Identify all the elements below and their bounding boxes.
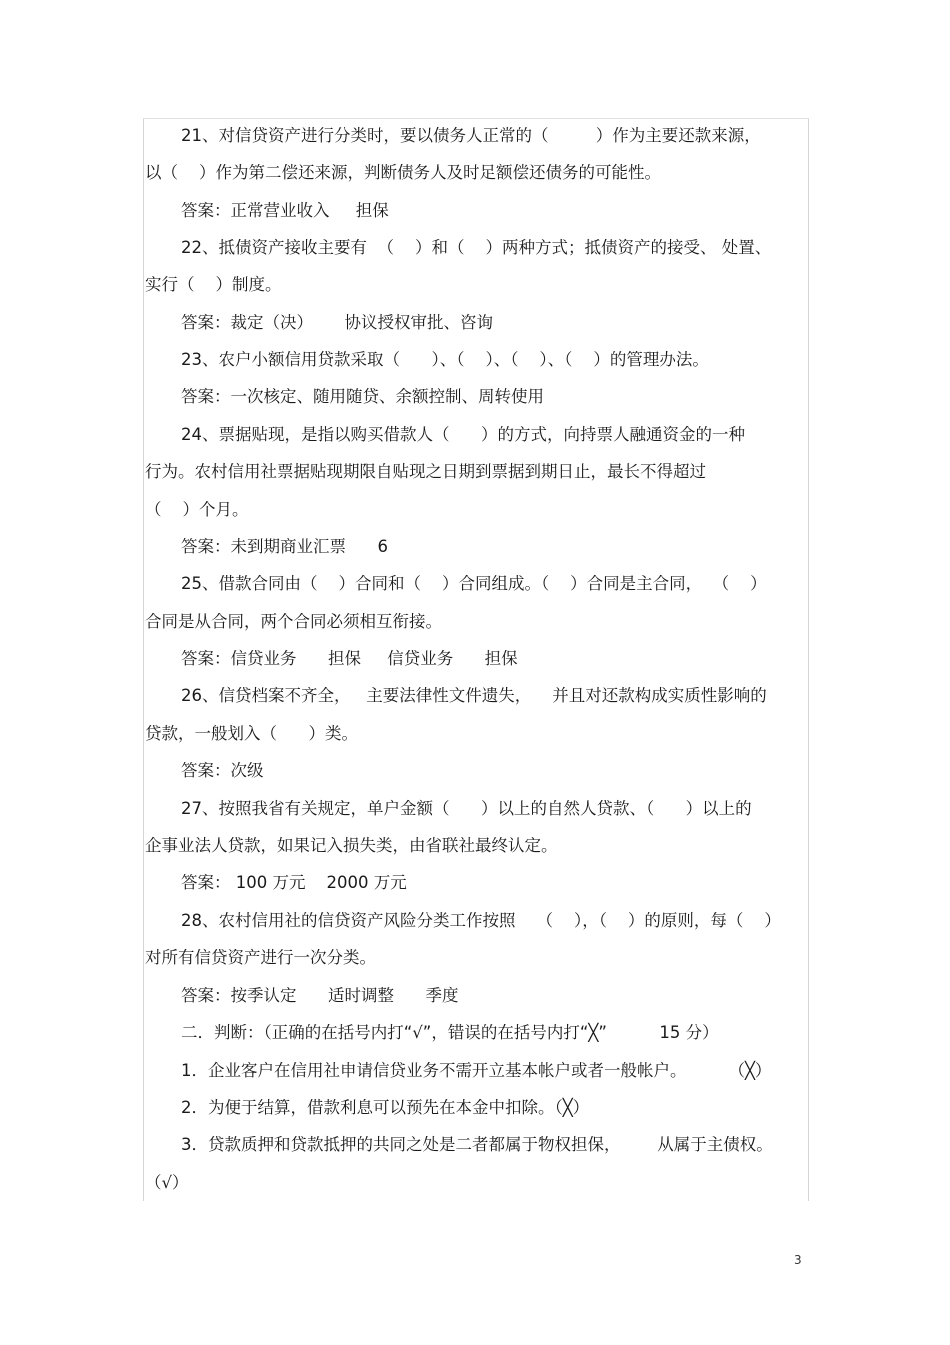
text-line: 答案：按季认定 适时调整 季度 — [181, 986, 459, 1005]
text-line: 21、对信贷资产进行分类时，要以债务人正常的（ ）作为主要还款来源， — [181, 126, 761, 145]
text-line: 答案：裁定（决） 协议授权审批、咨询 — [181, 313, 493, 332]
text-line: （ ）个月。 — [145, 500, 249, 519]
text-line: 答案：未到期商业汇票 6 — [181, 537, 388, 556]
text-line: 22、抵债资产接收主要有 （ ）和（ ）两种方式；抵债资产的接受、 处置、 — [181, 238, 772, 257]
text-line: 23、农户小额信用贷款采取（ ）、（ ）、（ ）、（ ）的管理办法。 — [181, 350, 709, 369]
text-line: 24、票据贴现，是指以购买借款人（ ）的方式，向持票人融通资金的一种 — [181, 425, 745, 444]
text-line: 28、农村信用社的信贷资产风险分类工作按照 （ ），（ ）的原则，每（ ） — [181, 911, 781, 930]
text-line: 26、信贷档案不齐全， 主要法律性文件遗失， 并且对还款构成实质性影响的 — [181, 686, 767, 705]
text-line: 实行（ ）制度。 — [145, 275, 282, 294]
text-line: （√） — [145, 1173, 189, 1192]
text-line: 贷款，一般划入（ ）类。 — [145, 724, 358, 743]
text-line: 行为。农村信用社票据贴现期限自贴现之日期到票据到期日止，最长不得超过 — [145, 462, 706, 481]
text-line: 二．判断：（正确的在括号内打“√”，错误的在括号内打“╳” 15 分） — [181, 1023, 719, 1042]
text-line: 答案：正常营业收入 担保 — [181, 201, 389, 220]
text-line: 27、按照我省有关规定，单户金额（ ）以上的自然人贷款、（ ）以上的 — [181, 799, 752, 818]
text-line: 答案：信贷业务 担保 信贷业务 担保 — [181, 649, 518, 668]
text-line: 以（ ）作为第二偿还来源，判断债务人及时足额偿还债务的可能性。 — [145, 163, 661, 182]
text-line: 2．为便于结算，借款利息可以预先在本金中扣除。（╳） — [181, 1098, 590, 1117]
text-line: 答案：次级 — [181, 761, 264, 780]
text-line: 答案：一次核定、随用随贷、余额控制、周转使用 — [181, 387, 544, 406]
text-line: 合同是从合同，两个合同必须相互衔接。 — [145, 612, 442, 631]
text-line: 1．企业客户在信用社申请信贷业务不需开立基本帐户或者一般帐户。 （╳） — [181, 1061, 772, 1080]
page-number: 3 — [794, 1253, 802, 1267]
text-line: 25、借款合同由（ ）合同和（ ）合同组成。（ ）合同是主合同， （ ） — [181, 574, 767, 593]
text-line: 对所有信贷资产进行一次分类。 — [145, 948, 376, 967]
text-line: 答案： 100 万元 2000 万元 — [181, 873, 407, 892]
text-line: 3．贷款质押和贷款抵押的共同之处是二者都属于物权担保， 从属于主债权。 — [181, 1135, 773, 1154]
text-line: 企事业法人贷款，如果记入损失类，由省联社最终认定。 — [145, 836, 558, 855]
